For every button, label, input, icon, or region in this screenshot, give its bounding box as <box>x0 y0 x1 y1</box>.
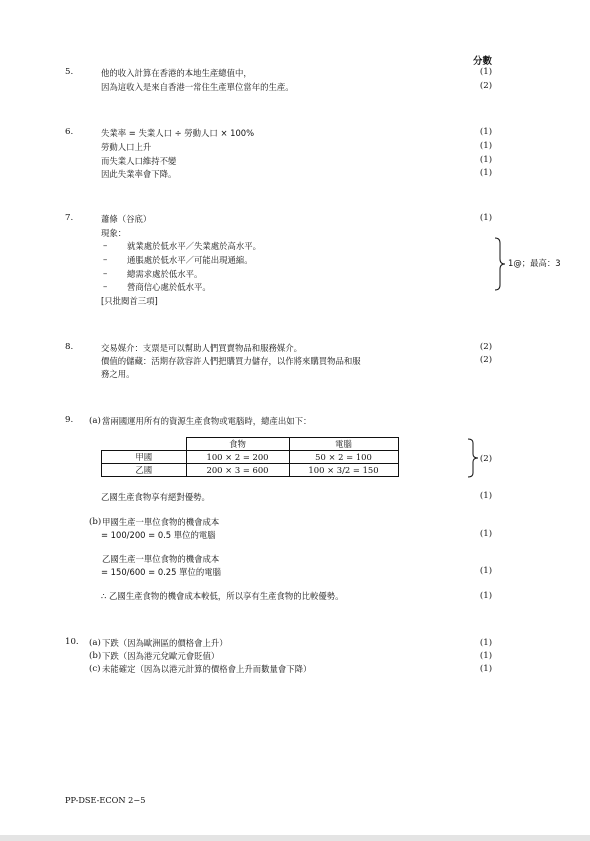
q10-part-c-text: 未能確定（因為以港元計算的價格會上升而數量會下降） <box>102 664 312 674</box>
q6-mark-4: (1) <box>479 168 493 178</box>
q7-dash-4: – <box>103 282 108 292</box>
question-number-8: 8. <box>65 342 74 352</box>
q9-table-mark: (2) <box>479 454 493 464</box>
q7-dash-2: – <box>103 255 108 265</box>
q8-mark-2: (2) <box>479 355 493 365</box>
q9-b-conclusion: ∴ 乙國生產食物的機會成本較低，所以享有生產食物的比較優勢。 <box>101 591 344 601</box>
q10-mark-2: (1) <box>479 651 493 661</box>
q7-note: [只批閱首三項] <box>101 296 158 306</box>
production-table <box>101 437 399 477</box>
q5-mark-2: (2) <box>479 81 493 91</box>
table-row <box>102 464 399 477</box>
q9-b-line-3: 乙國生產一單位食物的機會成本 <box>102 554 220 564</box>
q7-dash-1: – <box>103 241 108 251</box>
q10-part-c-label: (c) <box>89 664 101 674</box>
q9-absolute-line: 乙國生產食物享有絕對優勢。 <box>101 492 210 502</box>
question-number-6: 6. <box>65 127 74 137</box>
q7-title: 蕭條（谷底） <box>101 214 152 224</box>
q7-item-1: 就業處於低水平／失業處於高水平。 <box>127 241 261 251</box>
table-cell-computer: 50 × 2 = 100 <box>289 451 398 464</box>
q8-line-2: 價值的儲藏：活期存款容許人們把購買力儲存，以作將來購買物品和服 <box>101 356 361 366</box>
bottom-scroll-area <box>0 835 590 841</box>
q6-line-1: 失業率 = 失業人口 ÷ 勞動人口 × 100% <box>101 128 255 138</box>
table-cell-food: 100 × 2 = 200 <box>186 451 289 464</box>
q8-line-3: 務之用。 <box>101 369 135 379</box>
q5-line-2: 因為這收入是來自香港一常住生產單位當年的生產。 <box>101 82 294 92</box>
table-cell-food: 200 × 3 = 600 <box>186 464 289 477</box>
table-cell-computer: 100 × 3/2 = 150 <box>289 464 398 477</box>
q9-part-a-label: (a) <box>89 416 101 426</box>
question-number-10: 10. <box>65 637 79 647</box>
q10-mark-1: (1) <box>479 638 493 648</box>
q7-item-2: 通脹處於低水平／可能出現通縮。 <box>127 255 253 265</box>
q9-b-line-4: = 150/600 = 0.25 單位的電腦 <box>101 567 221 577</box>
q8-line-1: 交易媒介：支票是可以幫助人們買賣物品和服務媒介。 <box>101 343 302 353</box>
q10-part-a-label: (a) <box>89 638 101 648</box>
page-footer-code: PP-DSE-ECON 2−5 <box>65 795 146 805</box>
q9-absolute-mark: (1) <box>479 491 493 501</box>
q7-dash-3: – <box>103 269 108 279</box>
table-header-row <box>102 438 399 451</box>
q9-b-line-1: 甲國生產一單位食物的機會成本 <box>102 517 220 527</box>
table-header-food: 食物 <box>186 438 289 451</box>
q7-mark-1: (1) <box>479 213 493 223</box>
q7-item-4: 營商信心處於低水平。 <box>127 282 211 292</box>
q8-mark-1: (2) <box>479 342 493 352</box>
table-row <box>102 451 399 464</box>
q5-line-1: 他的收入計算在香港的本地生產總值中， <box>101 68 252 78</box>
table-cell-country: 乙國 <box>102 464 187 477</box>
table-cell-country: 甲國 <box>102 451 187 464</box>
q10-part-b-label: (b) <box>89 651 102 661</box>
q9-b-line-2: = 100/200 = 0.5 單位的電腦 <box>101 530 216 540</box>
table-header-empty <box>102 438 187 451</box>
question-number-5: 5. <box>65 67 74 77</box>
q6-line-2: 勞動人口上升 <box>101 142 152 152</box>
question-number-9: 9. <box>65 415 74 425</box>
q9-part-a-intro: 當兩國運用所有的資源生產食物或電腦時，總產出如下： <box>102 416 312 426</box>
table-header-computer: 電腦 <box>289 438 398 451</box>
q9-b-mark-2: (1) <box>479 566 493 576</box>
q9-part-b-label: (b) <box>89 517 102 527</box>
q10-part-a-text: 下跌（因為歐洲區的價格會上升） <box>102 638 228 648</box>
q7-intro: 現象： <box>101 228 127 238</box>
q7-brace-note: 1@；最高：3 <box>508 258 561 268</box>
q6-mark-2: (1) <box>479 141 493 151</box>
question-number-7: 7. <box>65 213 74 223</box>
q7-item-3: 總需求處於低水平。 <box>127 269 203 279</box>
q7-right-brace <box>493 237 507 291</box>
q9-b-mark-1: (1) <box>479 529 493 539</box>
q10-part-b-text: 下跌（因為港元兌歐元會貶值） <box>102 651 220 661</box>
q10-mark-3: (1) <box>479 664 493 674</box>
q6-mark-1: (1) <box>479 127 493 137</box>
q6-line-3: 而失業人口維持不變 <box>101 156 177 166</box>
q9-b-mark-3: (1) <box>479 591 493 601</box>
q6-line-4: 因此失業率會下降。 <box>101 169 177 179</box>
q5-mark-1: (1) <box>479 67 493 77</box>
q6-mark-3: (1) <box>479 155 493 165</box>
marks-column-header: 分數 <box>473 56 493 67</box>
